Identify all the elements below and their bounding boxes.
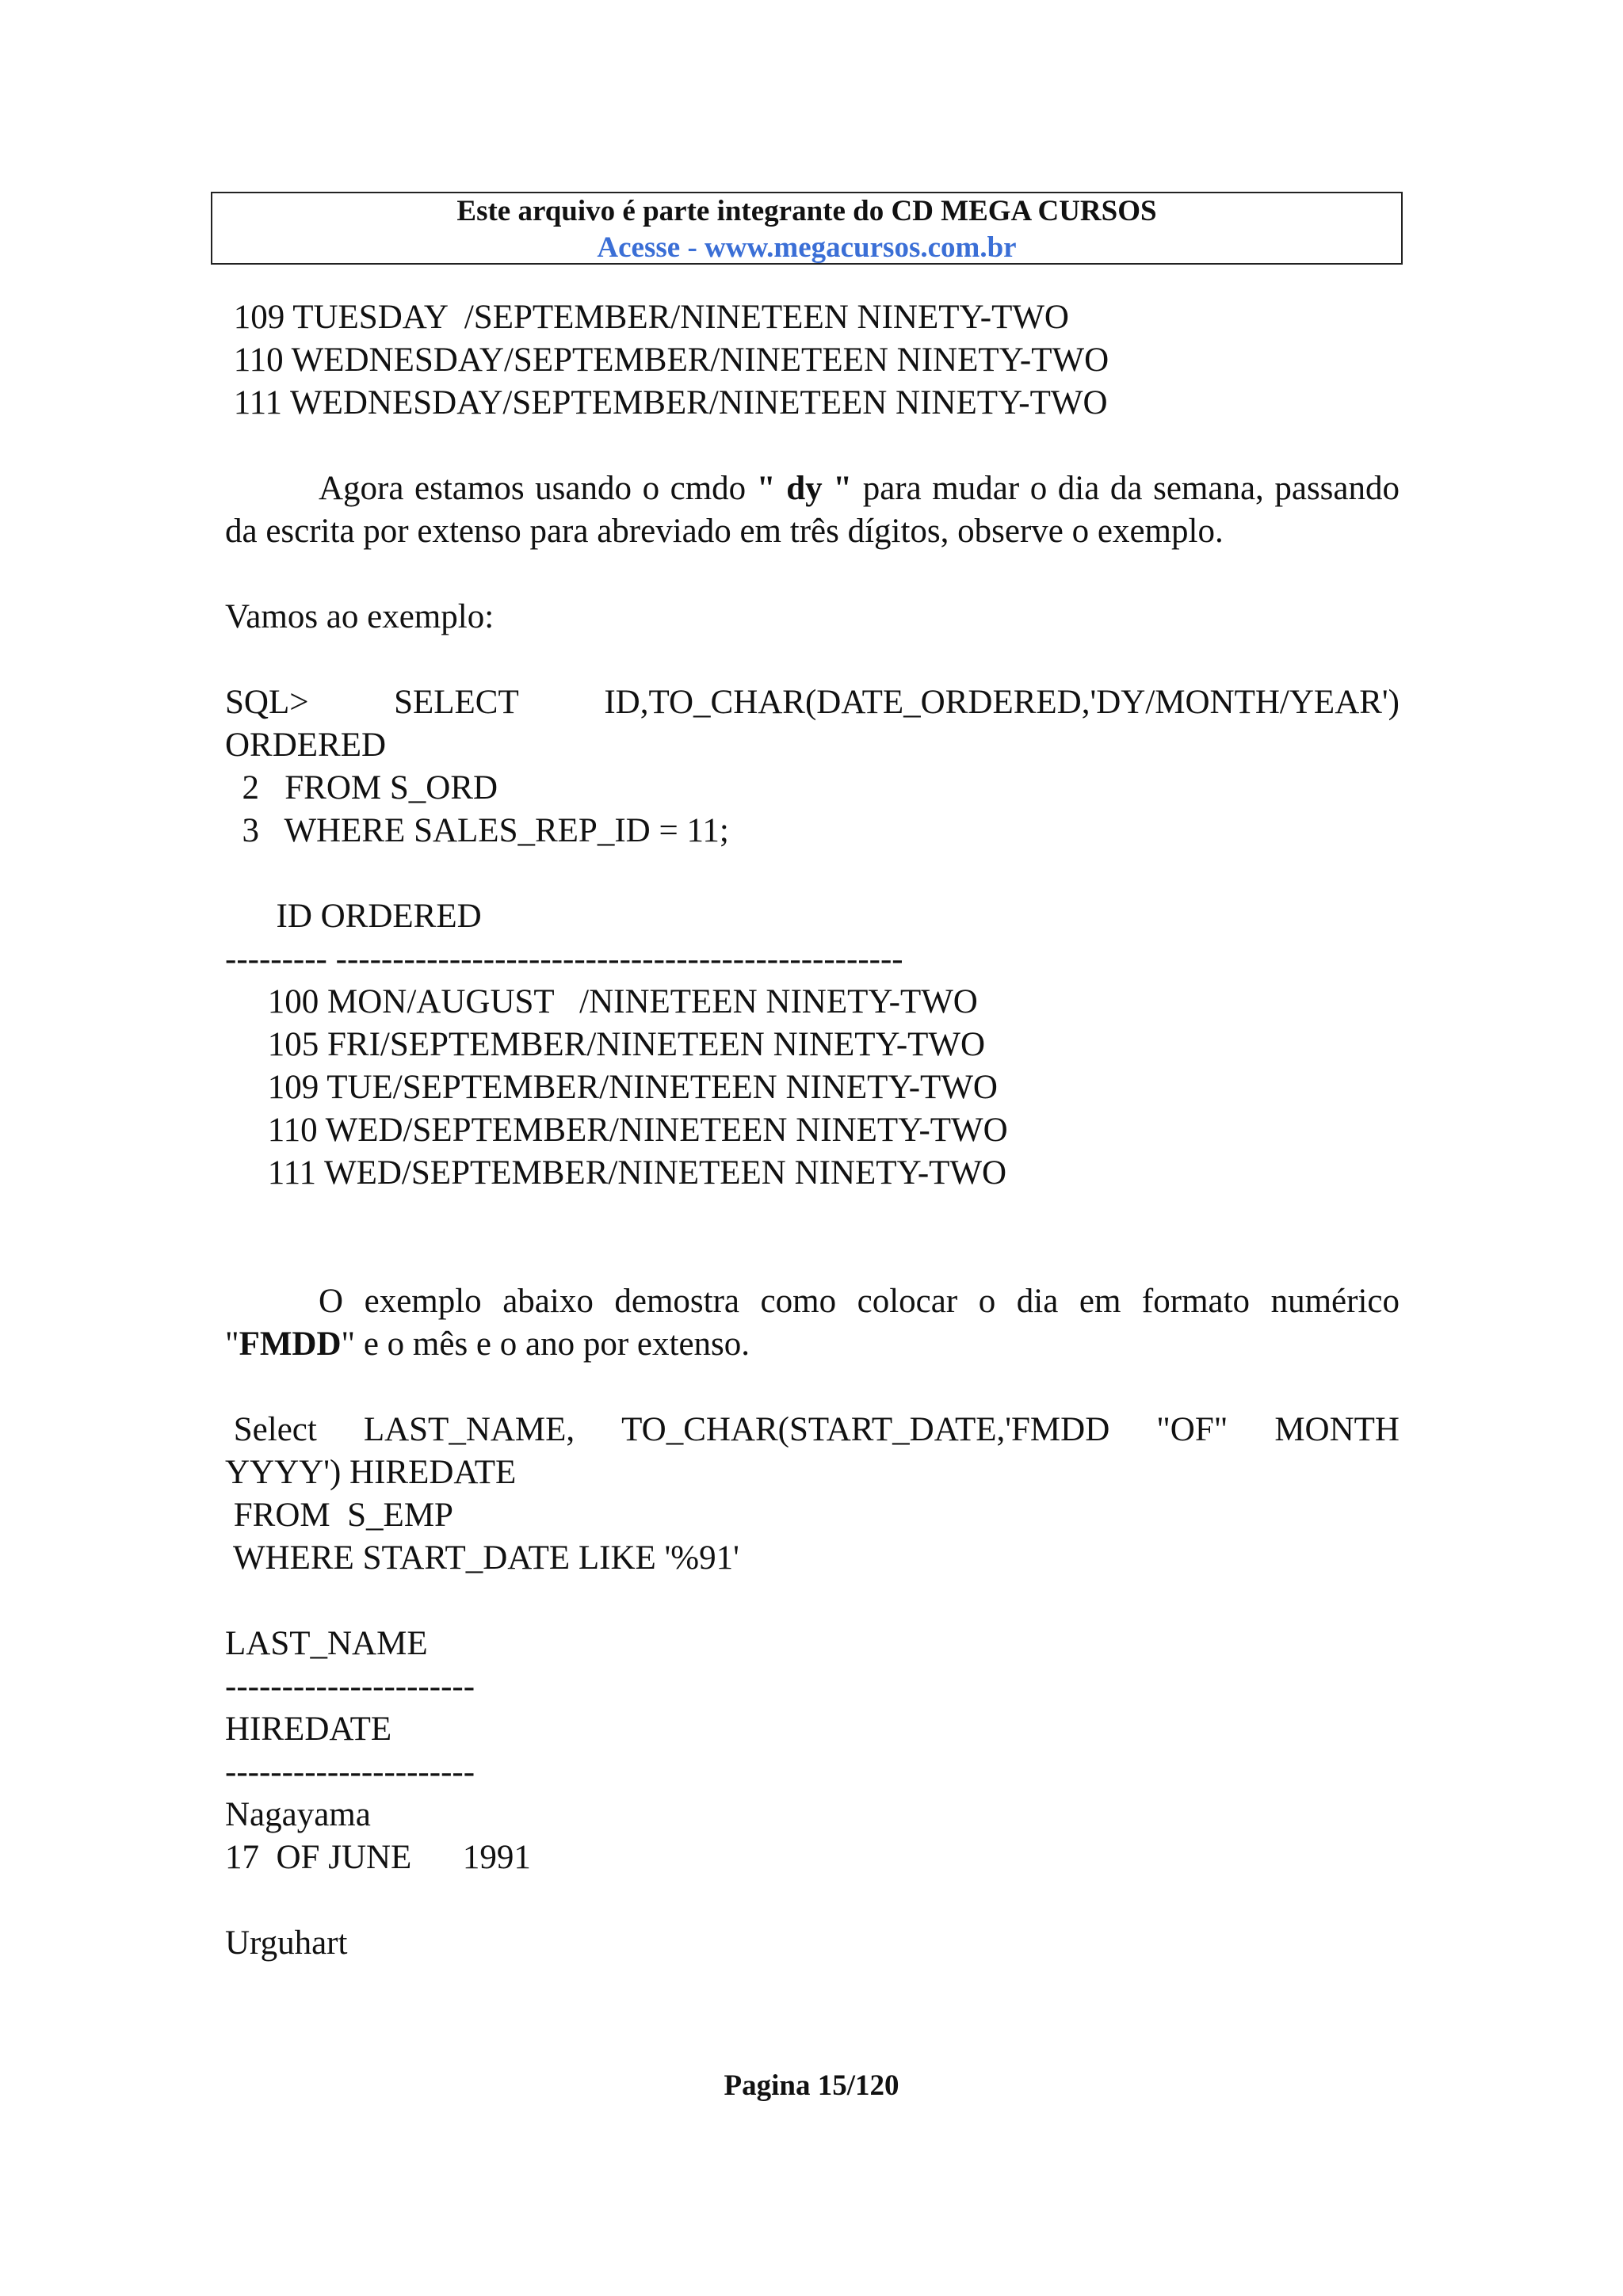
sql-line: WHERE START_DATE LIKE '%91' xyxy=(225,1539,739,1577)
header-banner xyxy=(211,192,1403,265)
sql-expression: ID,TO_CHAR(DATE_ORDERED,'DY/MONTH/YEAR') xyxy=(604,684,1400,721)
sql-prompt: SQL> xyxy=(225,684,309,721)
paragraph-text: para mudar o dia da semana, passando da escrita por extenso para abreviado em três dígitos, observe o exemplo. xyxy=(225,470,1400,550)
output-line: 109 TUESDAY /SEPTEMBER/NINETEEN NINETY-TWO xyxy=(225,299,1069,336)
paragraph-dy xyxy=(225,467,1400,553)
sql-keyword: Select xyxy=(225,1411,317,1448)
sql-literal: "OF" xyxy=(1156,1411,1228,1448)
result-divider: ---------------------- xyxy=(225,1753,475,1791)
paragraph-text: Agora estamos usando o cmdo xyxy=(319,470,757,507)
result-row: 109 TUE/SEPTEMBER/NINETEEN NINETY-TWO xyxy=(225,1069,998,1106)
header-title: Este arquivo é parte integrante do CD MEGA CURSOS xyxy=(456,195,1157,227)
result-header: ID ORDERED xyxy=(225,898,482,935)
result-row: 17 OF JUNE 1991 xyxy=(225,1839,531,1876)
paragraph-fmdd: O exemplo abaixo demostra como colocar o dia em formato numérico xyxy=(319,1283,1400,1320)
command-fmdd: FMDD xyxy=(239,1325,342,1363)
result-row: 111 WED/SEPTEMBER/NINETEEN NINETY-TWO xyxy=(225,1154,1007,1192)
command-dy: " dy " xyxy=(756,470,853,507)
page-number: Pagina 15/120 xyxy=(724,2069,899,2102)
result-row: Urguhart xyxy=(225,1924,348,1962)
sql-line: YYYY') HIREDATE xyxy=(225,1454,517,1491)
quote-mark: " xyxy=(225,1325,239,1363)
page-content xyxy=(225,296,1400,1965)
paragraph-fmdd-cont xyxy=(225,1323,1400,1366)
header-link[interactable]: Acesse - www.megacursos.com.br xyxy=(597,231,1017,264)
sql-line xyxy=(225,1409,1400,1451)
sql-line: FROM S_EMP xyxy=(225,1497,453,1534)
result-divider: ---------------------- xyxy=(225,1668,475,1705)
sql-keyword: SELECT xyxy=(394,684,519,721)
sql-expression: MONTH xyxy=(1274,1411,1400,1448)
sql-column: LAST_NAME, xyxy=(363,1411,575,1448)
output-line: 111 WEDNESDAY/SEPTEMBER/NINETEEN NINETY-TWO xyxy=(225,384,1108,421)
output-line: 110 WEDNESDAY/SEPTEMBER/NINETEEN NINETY-TWO xyxy=(225,341,1109,379)
result-row: 100 MON/AUGUST /NINETEEN NINETY-TWO xyxy=(225,983,978,1020)
sql-expression: TO_CHAR(START_DATE,'FMDD xyxy=(621,1411,1110,1448)
result-row: 110 WED/SEPTEMBER/NINETEEN NINETY-TWO xyxy=(225,1112,1008,1149)
sql-line: ORDERED xyxy=(225,727,387,764)
intro-text: Vamos ao exemplo: xyxy=(225,598,495,635)
result-row: 105 FRI/SEPTEMBER/NINETEEN NINETY-TWO xyxy=(225,1026,986,1063)
result-divider: --------- -------------------------------------------------- xyxy=(225,940,903,978)
paragraph-text: " e o mês e o ano por extenso. xyxy=(341,1325,750,1363)
result-row: Nagayama xyxy=(225,1796,371,1833)
sql-line xyxy=(225,681,1400,724)
result-header: HIREDATE xyxy=(225,1711,392,1748)
sql-line: 2 FROM S_ORD xyxy=(225,769,498,807)
sql-line: 3 WHERE SALES_REP_ID = 11; xyxy=(225,812,729,849)
result-header: LAST_NAME xyxy=(225,1625,428,1662)
